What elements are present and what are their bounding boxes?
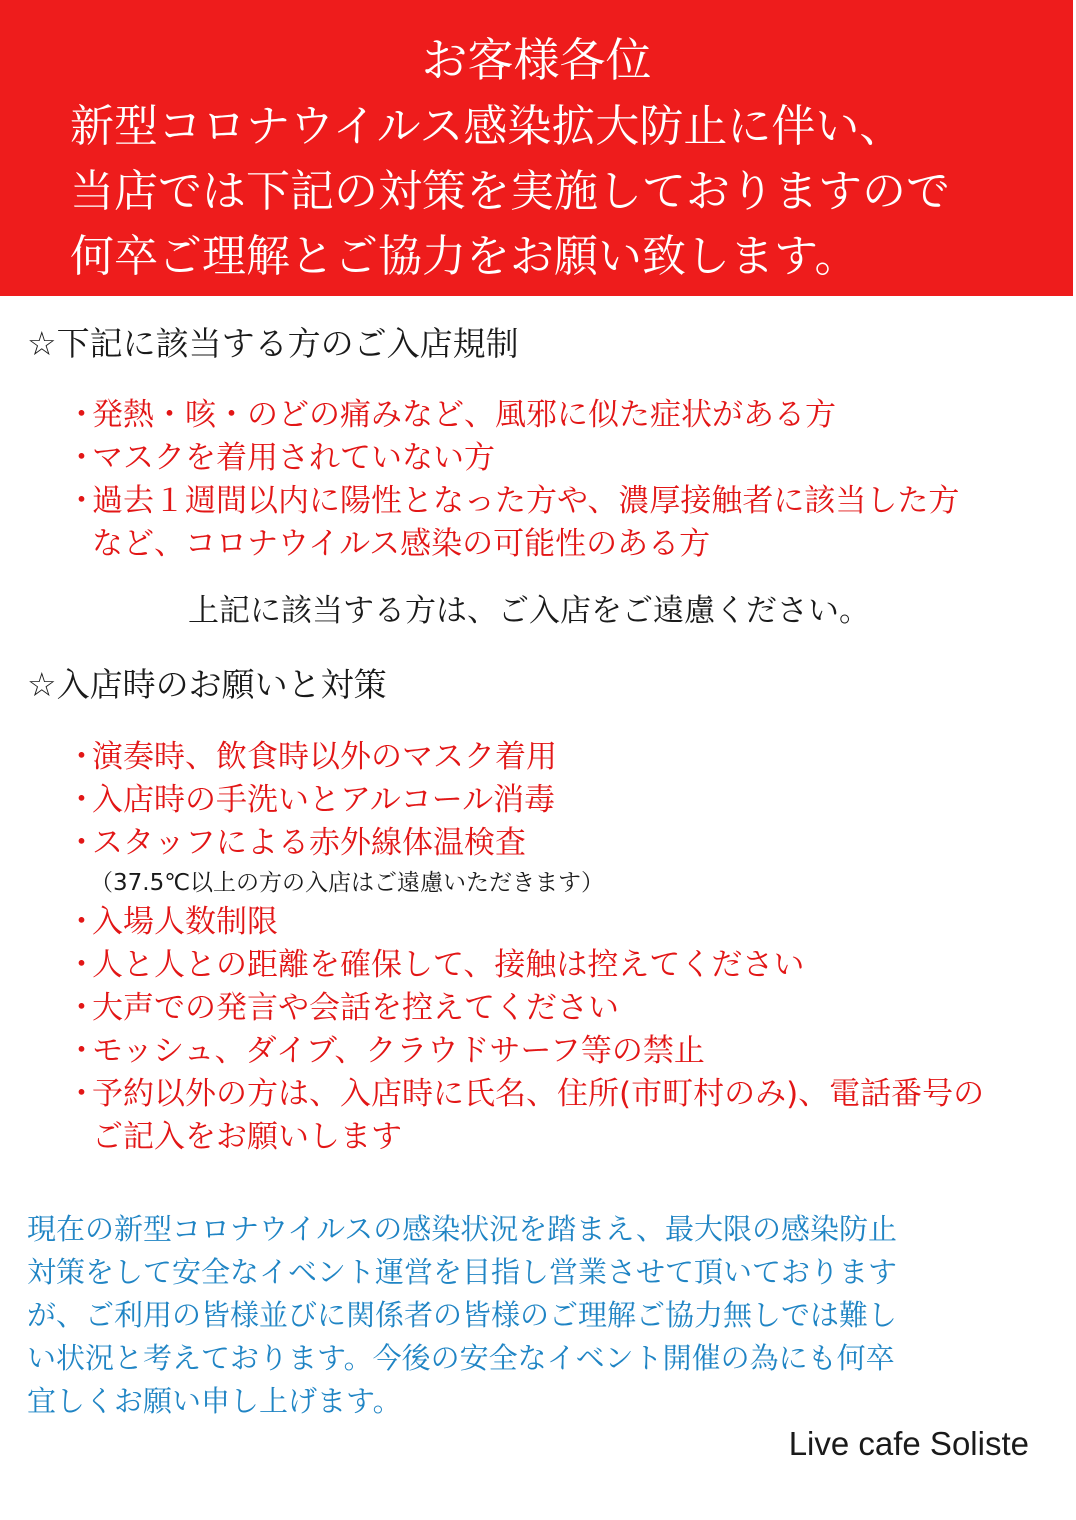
- section1-title: ☆下記に該当する方のご入店規制: [27, 324, 519, 363]
- section2-title: ☆入店時のお願いと対策: [27, 665, 387, 704]
- bullet-icon: ・: [66, 397, 97, 433]
- header-line-1: 新型コロナウイルス感染拡大防止に伴い、: [70, 101, 904, 152]
- restriction-note: 上記に該当する方は、ご入店をご遠慮ください。: [188, 593, 870, 629]
- closing-line: 宜しくお願い申し上げます。: [27, 1384, 402, 1418]
- list-item: [62, 480, 959, 566]
- bullet-icon: ・: [66, 1033, 97, 1069]
- list-item-text-continued: など、コロナウイルス感染の可能性のある方: [92, 526, 711, 562]
- bullet-icon: ・: [66, 440, 97, 476]
- header-line-2: 当店では下記の対策を実施しておりますので: [70, 166, 950, 217]
- closing-line: い状況と考えております。今後の安全なイベント開催の為にも何卒: [27, 1341, 895, 1375]
- list-item-text: 入場人数制限: [92, 904, 278, 940]
- list-item: [62, 736, 984, 779]
- list-item: [62, 394, 959, 437]
- list-item-text: マスクを着用されていない方: [92, 440, 495, 476]
- list-item: [62, 1073, 984, 1159]
- temperature-note: （37.5℃以上の方の入店はご遠慮いただきます）: [90, 870, 605, 896]
- venue-signature: Live cafe Soliste: [788, 1425, 1029, 1462]
- list-item-text: モッシュ、ダイブ、クラウドサーフ等の禁止: [92, 1033, 705, 1069]
- list-item-text: 人と人との距離を確保して、接触は控えてください: [92, 947, 805, 983]
- list-item-text: 演奏時、飲食時以外のマスク着用: [92, 739, 557, 775]
- list-item: [62, 987, 984, 1030]
- list-item: [62, 901, 984, 944]
- closing-line: が、ご利用の皆様並びに関係者の皆様のご理解ご協力無しでは難し: [27, 1298, 898, 1332]
- closing-message: [27, 1208, 897, 1423]
- bullet-icon: ・: [66, 947, 97, 983]
- bullet-icon: ・: [66, 825, 97, 861]
- bullet-icon: ・: [66, 782, 97, 818]
- bullet-icon: ・: [66, 904, 97, 940]
- list-item: [62, 822, 984, 865]
- list-item-text: スタッフによる赤外線体温検査: [92, 825, 526, 861]
- list-item-text: 過去１週間以内に陽性となった方や、濃厚接触者に該当した方: [92, 483, 960, 519]
- list-item: [62, 944, 984, 987]
- list-item-text: 予約以外の方は、入店時に氏名、住所(市町村のみ)、電話番号の: [92, 1076, 985, 1112]
- list-item: [62, 1030, 984, 1073]
- list-item-text-continued: ご記入をお願いします: [92, 1119, 402, 1155]
- list-item: [62, 437, 959, 480]
- list-item-text: 発熱・咳・のどの痛みなど、風邪に似た症状がある方: [92, 397, 836, 433]
- bullet-icon: ・: [66, 483, 97, 519]
- measures-list: [62, 736, 984, 1159]
- bullet-icon: ・: [66, 990, 97, 1026]
- header-title: お客様各位: [421, 33, 652, 87]
- header-line-3: 何卒ご理解とご協力をお願い致します。: [70, 231, 859, 282]
- list-item: [62, 779, 984, 822]
- list-item-text: 入店時の手洗いとアルコール消毒: [92, 782, 556, 818]
- list-item-text: 大声での発言や会話を控えてください: [92, 990, 619, 1026]
- bullet-icon: ・: [66, 739, 97, 775]
- bullet-icon: ・: [66, 1076, 97, 1112]
- closing-line: 現在の新型コロナウイルスの感染状況を踏まえ、最大限の感染防止: [27, 1212, 898, 1246]
- entry-restriction-list: [62, 394, 959, 566]
- closing-line: 対策をして安全なイベント運営を目指し営業させて頂いております: [27, 1255, 898, 1289]
- header-banner: [0, 0, 1073, 296]
